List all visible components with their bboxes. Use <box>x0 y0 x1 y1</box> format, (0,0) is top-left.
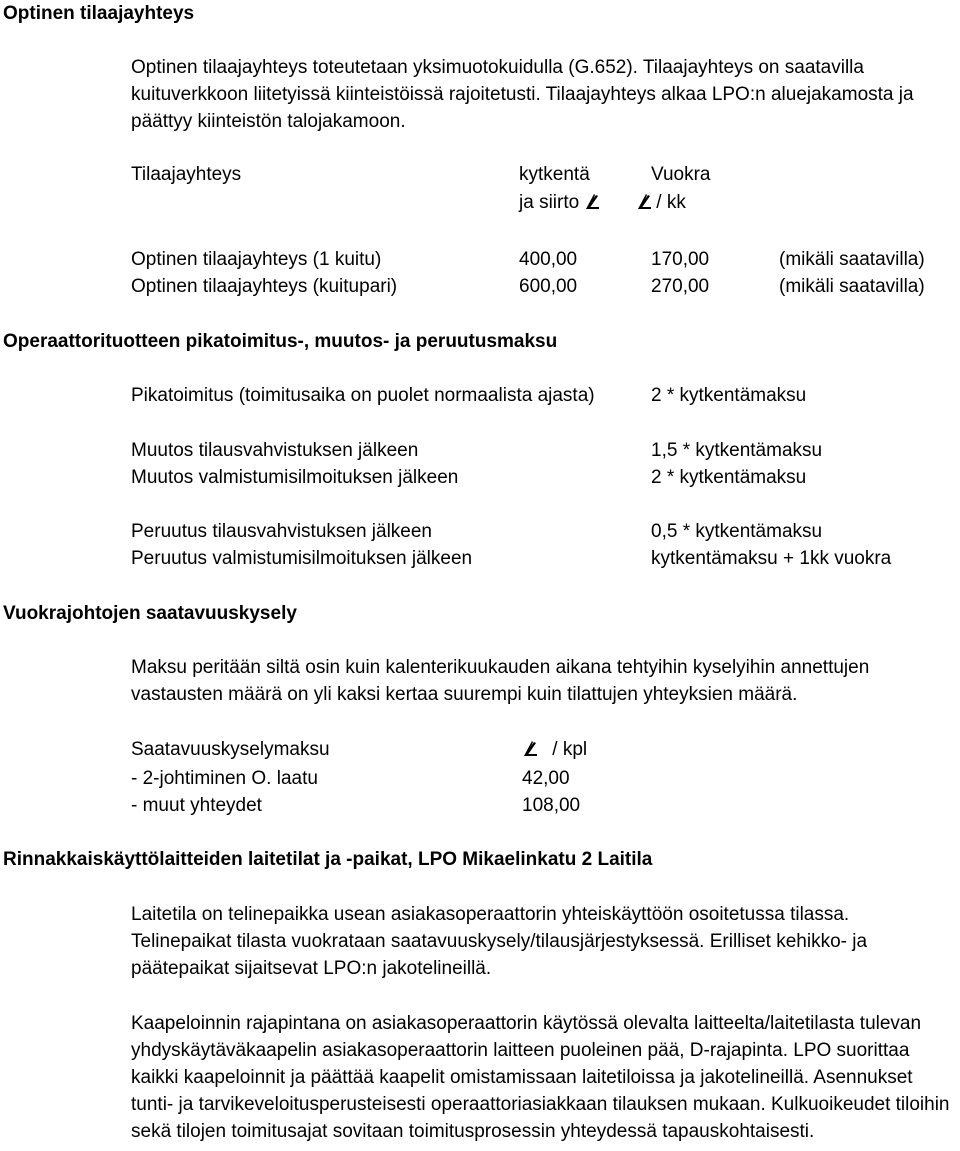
fee-row-label: Peruutus valmistumisilmoituksen jälkeen <box>131 548 473 569</box>
colocation-para2-line-2: yhdyskäytäväkaapelin asiakasoperaattorin laitteen puoleinen pää, D-rajapinta. LPO suorittaa <box>131 1040 910 1061</box>
table-header-connection-2 <box>519 192 599 214</box>
table-row-note: (mikäli saatavilla) <box>779 276 925 297</box>
table-header-connection-label: ja siirto <box>519 192 580 213</box>
availability-row-label: - 2-johtiminen O. laatu <box>131 768 318 789</box>
availability-fee-label: Saatavuuskyselymaksu <box>131 739 330 760</box>
availability-row-label: - muut yhteydet <box>131 795 262 816</box>
availability-fee-unit <box>522 739 587 761</box>
fee-row-value: 2 * kytkentämaksu <box>651 385 807 406</box>
table-row-service: Optinen tilaajayhteys (kuitupari) <box>131 276 398 297</box>
table-row-connection: 400,00 <box>519 249 578 270</box>
colocation-para1-line-3: päätepaikat sijaitsevat LPO:n jakotelineillä. <box>131 958 492 979</box>
table-row-note: (mikäli saatavilla) <box>779 249 925 270</box>
intro-line-3: päättyy kiinteistön talojakamoon. <box>131 111 406 132</box>
availability-row-value: 108,00 <box>522 795 581 816</box>
colocation-para2-line-1: Kaapeloinnin rajapintana on asiakasoperaattorin käytössä olevalta laitteelta/laitetilasta tulevan <box>131 1013 922 1034</box>
table-row-rent: 170,00 <box>651 249 710 270</box>
table-row-connection: 600,00 <box>519 276 578 297</box>
fee-row-value: 1,5 * kytkentämaksu <box>651 440 823 461</box>
availability-para-line-2: vastausten määrä on yli kaksi kertaa suurempi kuin tilattujen yhteyksien määrä. <box>131 684 798 705</box>
fee-row-value: kytkentämaksu + 1kk vuokra <box>651 548 892 569</box>
table-header-rent-label: / kk <box>656 192 686 213</box>
table-row-rent: 270,00 <box>651 276 710 297</box>
table-header-service: Tilaajayhteys <box>131 164 242 185</box>
fee-row-label: Pikatoimitus (toimitusaika on puolet normaalista ajasta) <box>131 385 595 406</box>
section-heading-operator: Operaattorituotteen pikatoimitus-, muutos- ja peruutusmaksu <box>3 331 558 352</box>
fee-row-value: 2 * kytkentämaksu <box>651 467 807 488</box>
table-header-rent: Vuokra <box>651 164 711 185</box>
intro-line-1: Optinen tilaajayhteys toteutetaan yksimuotokuidulla (G.652). Tilaajayhteys on saatavilla <box>131 57 864 78</box>
fee-row-label: Muutos valmistumisilmoituksen jälkeen <box>131 467 459 488</box>
availability-fee-unit-label: / kpl <box>552 739 588 760</box>
fee-row-value: 0,5 * kytkentämaksu <box>651 521 823 542</box>
availability-para-line-1: Maksu peritään siltä osin kuin kalenterikuukauden aikana tehtyihin kyselyihin annettujen <box>131 657 870 678</box>
colocation-para2-line-4: tunti- ja tarvikeveloitusperusteisesti operaattoriasiakkaan tilauksen mukaan. Kulkuoikeudet tiloihin <box>131 1094 950 1115</box>
colocation-para2-line-5: sekä tilojen toimitusajat sovitaan toimitusprosessin yhteydessä tapauskohtaisesti. <box>131 1121 815 1142</box>
fee-row-label: Peruutus tilausvahvistuksen jälkeen <box>131 521 433 542</box>
intro-line-2: kuituverkkoon liitetyissä kiinteistöissä rajoitetusti. Tilaajayhteys alkaa LPO:n aluejakamosta ja <box>131 84 914 105</box>
table-row-service: Optinen tilaajayhteys (1 kuitu) <box>131 249 382 270</box>
section-heading-availability: Vuokrajohtojen saatavuuskysely <box>3 603 297 624</box>
availability-row-value: 42,00 <box>522 768 570 789</box>
colocation-para2-line-3: kaikki kaapeloinnit ja päättää kaapelit omistamissaan laitetiloissa ja jakotelineillä. Asennukset <box>131 1067 913 1088</box>
colocation-para1-line-2: Telinepaikat tilasta vuokrataan saatavuuskysely/tilausjärjestyksessä. Erilliset kehikko- ja <box>131 931 868 952</box>
euro-icon <box>636 193 651 210</box>
table-header-connection: kytkentä <box>519 164 590 185</box>
colocation-para1-line-1: Laitetila on telinepaikka usean asiakasoperaattorin yhteiskäyttöön osoitetussa tilassa. <box>131 904 850 925</box>
table-header-rent-2 <box>636 192 686 214</box>
euro-icon <box>584 193 599 210</box>
section-heading-colocation: Rinnakkaiskäyttölaitteiden laitetilat ja -paikat, LPO Mikaelinkatu 2 Laitila <box>3 849 653 870</box>
fee-row-label: Muutos tilausvahvistuksen jälkeen <box>131 440 419 461</box>
section-heading-optical: Optinen tilaajayhteys <box>3 3 195 24</box>
euro-icon <box>522 740 537 757</box>
